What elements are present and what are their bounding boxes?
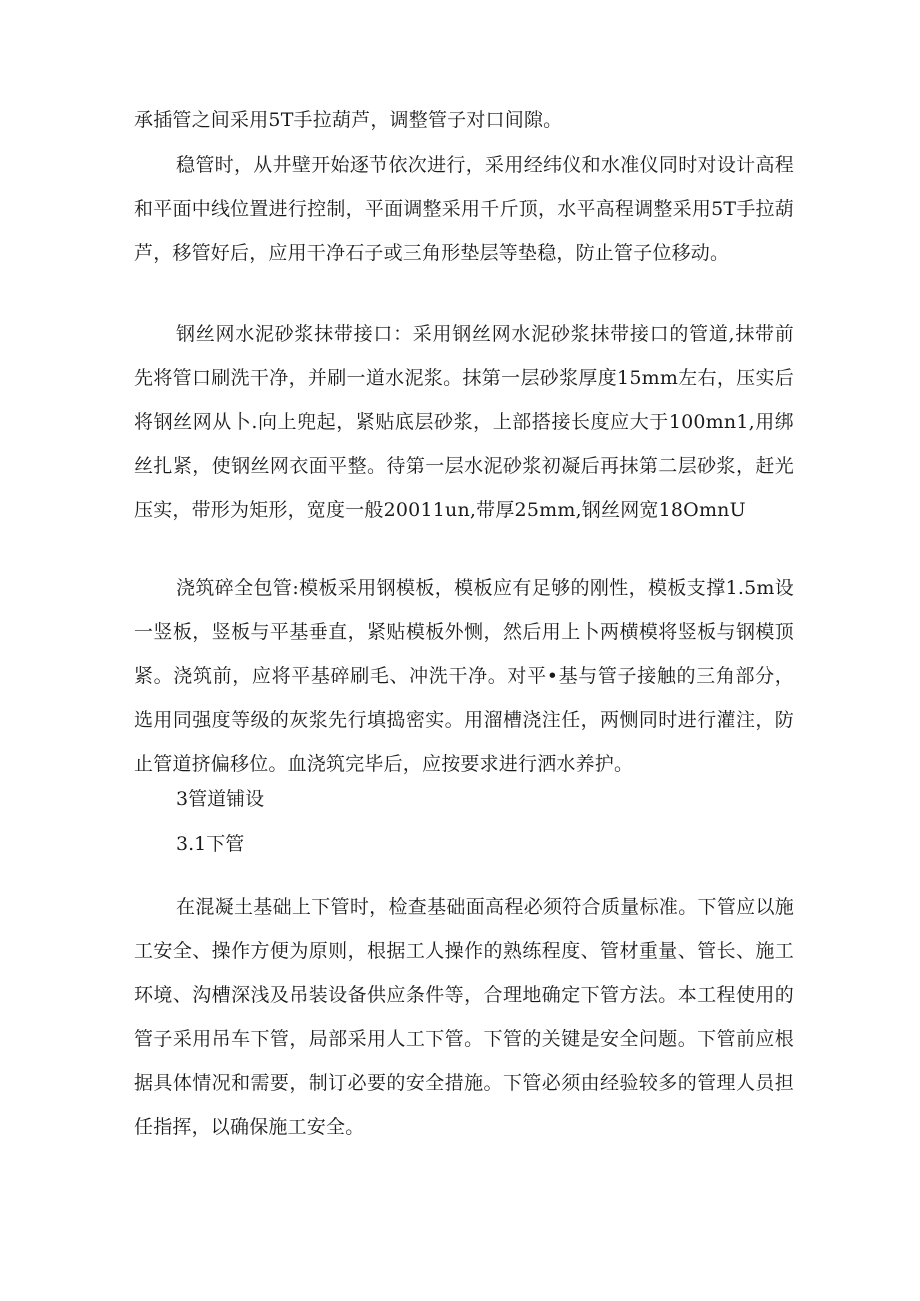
paragraph-pipe-stabilizing: 稳管时，从井壁开始逐节依次进行，采用经纬仪和水准仪同时对设计高程和平面中线位置进行控制，平面调整采用千斤顶，水平高程调整采用5T手拉葫芦，移管好后，应用干净石子或三角形垫层等垫稳，防止管子位移动。 xyxy=(134,154,794,264)
paragraph-concrete-encasement: 浇筑碎全包管:模板采用钢模板，模板应有足够的刚性，模板支撑1.5m设一竖板，竖板与平基垂直，紧贴模板外恻，然后用上卜两横模将竖板与钢模顶紧。浇筑前，应将平基碎刷毛、冲洗干净。对平•基与管子接触的三角部分，选用同强度等级的灰浆先行填捣密实。用溜槽浇注任，两恻同时进行灌注，防止管道挤偏移位。血浇筑完毕后，应按要求进行洒水养护。 xyxy=(134,577,794,775)
paragraph-pipe-lowering: 在混凝土基础上下管时，检查基础面高程必须符合质量标准。下管应以施工安全、操作方便为原则，根据工人操作的熟练程度、管材重量、管长、施工环境、沟槽深浅及吊装设备供应条件等，合理地确定下管方法。本工程使用的管子采用吊车下管，局部采用人工下管。下管的关键是安全问题。下管前应根据具体情况和需要，制订必要的安全措施。下管必须由经验较多的管理人员担任指挥，以确保施工安全。 xyxy=(134,896,794,1138)
section-heading: 3管道铺设 xyxy=(176,788,265,810)
paragraph-pipe-gap: 承插管之间采用5T手拉葫芦，调整管子对口间隙。 xyxy=(134,109,563,131)
paragraph-mesh-mortar-joint: 钢丝网水泥砂浆抹带接口：采用钢丝网水泥砂浆抹带接口的管道,抹带前先将管口刷洗干净，并刷一道水泥浆。抹第一层砂浆厚度15mm左右，压实后将钢丝网从卜.向上兜起，紧贴底层砂浆，上部搭接长度应大于100mn1,用绑丝扎紧，使钢丝网衣面平整。待第一层水泥砂浆初凝后再抹第二层砂浆，赶光压实，带形为矩形，宽度一般20011un,带厚25mm,钢丝网宽18OmnU xyxy=(134,323,794,521)
subsection-heading: 3.1下管 xyxy=(176,833,245,855)
